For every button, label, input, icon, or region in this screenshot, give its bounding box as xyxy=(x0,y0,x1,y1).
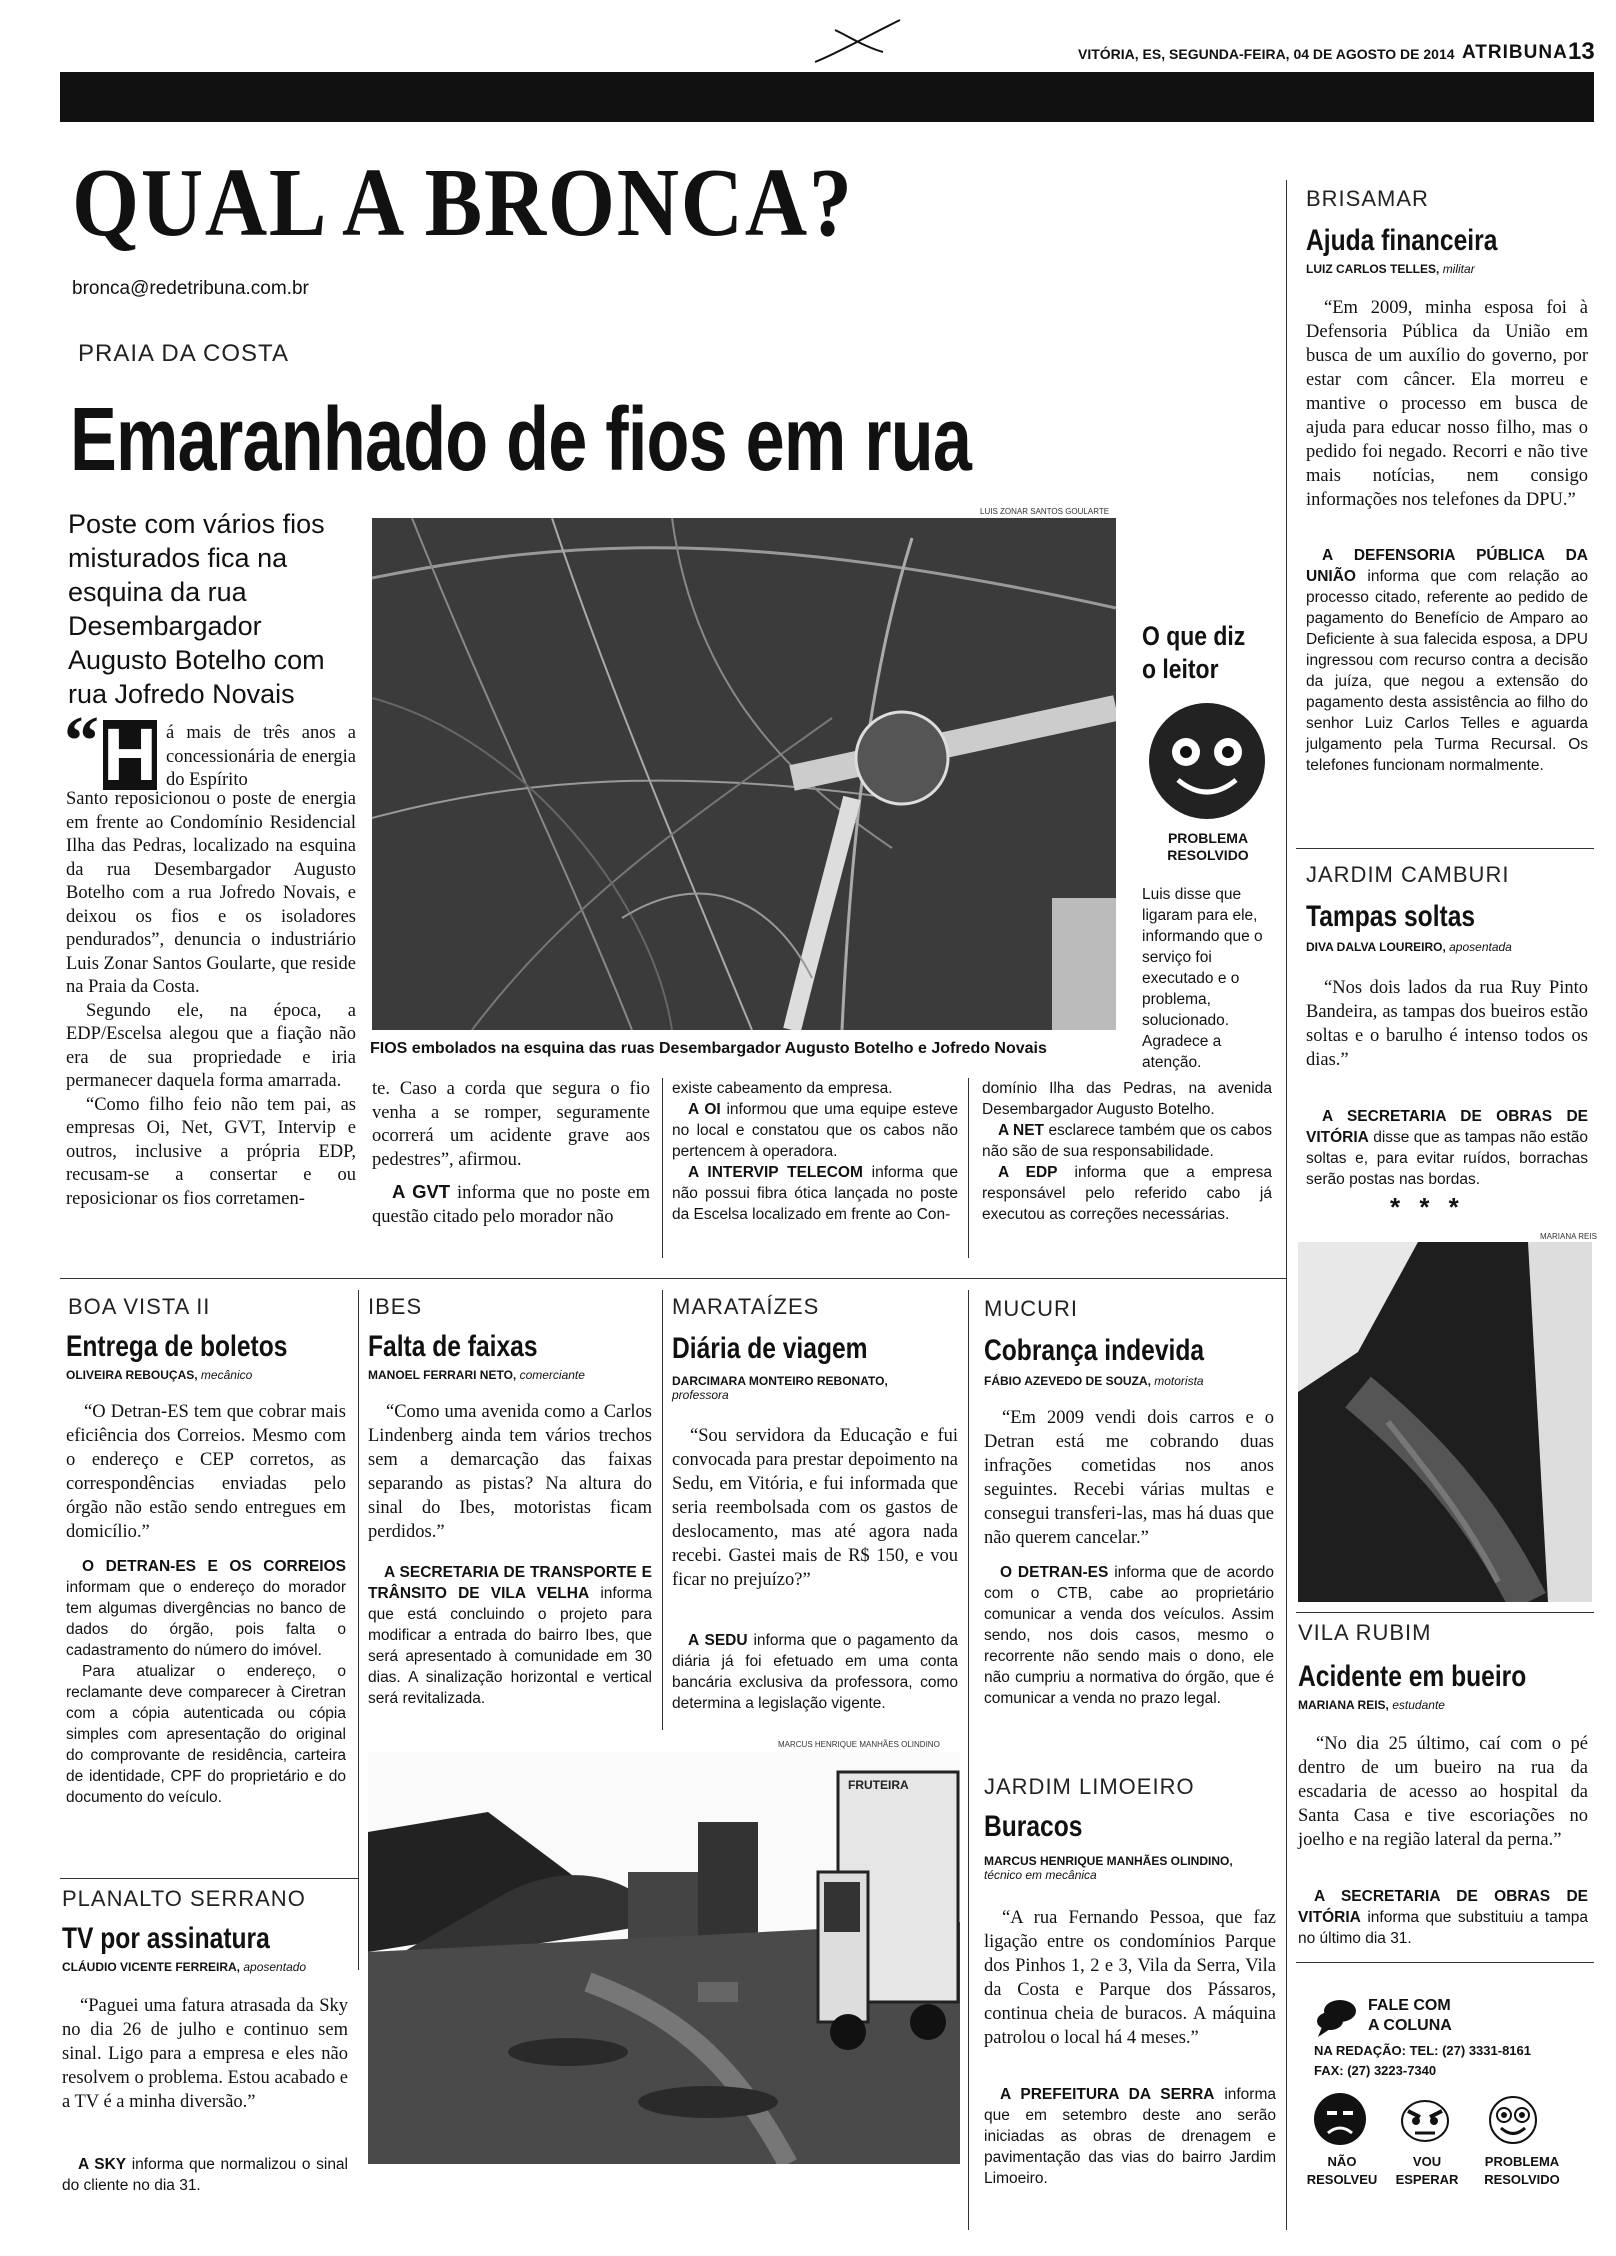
right-column-rule xyxy=(1286,180,1287,2230)
resolved-face-icon xyxy=(1488,2095,1538,2145)
marataizes-section: MARATAÍZES xyxy=(672,1294,820,1319)
camburi-resp: disse que as tampas não estão soltas e, para evitar ruídos, borrachas serão postas nas bordas. xyxy=(1306,1129,1588,1188)
brisamar-quote: “Em 2009, minha esposa foi à Defensoria Pública da União em busca de um auxílio do governo, por estar com câncer. Ela morreu e mantive o processo em busca de ajuda para educar nosso filho, mas o pedido foi negado. Recorri e não tive mais notícias, nem consigo informações nos telefones da DPU.” xyxy=(1306,298,1588,510)
limoeiro-role: técnico em mecânica xyxy=(984,1868,1097,1882)
boavista-resp: informam que o endereço do morador tem algumas divergências no banco de dados do órgão, pois falta o cadastramento do número do imóvel. xyxy=(66,1579,346,1659)
marataizes-role: professora xyxy=(672,1388,729,1402)
marataizes-headline: Diária de viagem xyxy=(672,1332,868,1365)
ibes-author: MANOEL FERRARI NETO, xyxy=(368,1368,517,1382)
limoeiro-response xyxy=(984,2084,1276,2189)
rubim-author: MARIANA REIS, xyxy=(1298,1698,1389,1712)
mucuri-author: FÁBIO AZEVEDO DE SOUZA, xyxy=(984,1374,1151,1388)
reader-box-title: O que diz o leitor xyxy=(1142,621,1246,684)
planalto-quote: “Paguei uma fatura atrasada da Sky no dia 26 de julho e continuo sem sinal. Ligo para a empresa e eles não resolvem o problema. Estou acabado e a TV é a minha diversão.” xyxy=(62,1996,348,2112)
contact-title-1: FALE COM xyxy=(1368,1997,1451,2014)
marataizes-author: DARCIMARA MONTEIRO REBONATO, xyxy=(672,1374,888,1388)
rubim-quote: “No dia 25 último, caí com o pé dentro de um bueiro na rua da escadaria de acesso ao hospital da Santa Casa e tive escoriações no joelho e na região lateral da perna.” xyxy=(1298,1734,1588,1850)
planalto-section: PLANALTO SERRANO xyxy=(62,1886,306,1911)
ibes-resp: informa que está concluindo o projeto para modificar a entrada do bairro Ibes, que será apresentado à comunidade em 30 dias. A sinalização horizontal e vertical será revitalizada. xyxy=(368,1585,653,1707)
boavista-byline xyxy=(66,1368,252,1382)
street-drawing xyxy=(368,1752,960,2164)
planalto-role: aposentado xyxy=(243,1960,307,1974)
main-photo-caption xyxy=(370,1040,1130,1058)
camburi-rule xyxy=(1296,1612,1594,1613)
main-dropcap-quote: “ xyxy=(64,703,99,780)
limoeiro-section: JARDIM LIMOEIRO xyxy=(984,1774,1195,1799)
contact-label: NA REDAÇÃO: xyxy=(1314,2043,1406,2058)
rubim-resp: informa que substituiu a tampa no último dia 31. xyxy=(1298,1909,1588,1947)
newspaper-name: ATRIBUNA xyxy=(1462,42,1568,63)
planalto-response xyxy=(62,2154,348,2196)
caption-text: embolados na esquina das ruas Desembargador Augusto Botelho e Jofredo Novais xyxy=(411,1040,1047,1057)
main-photo-wires xyxy=(372,518,1116,1030)
mucuri-role: motorista xyxy=(1154,1374,1204,1388)
main-headline: Emaranhado de fios em rua xyxy=(70,390,972,490)
mucuri-resp-org: O DETRAN-ES xyxy=(1000,1564,1109,1581)
ibes-resp-org: A SECRETARIA DE TRANSPORTE E TRÂNSITO DE VILA VELHA xyxy=(368,1564,652,1602)
main-c4c-wrap xyxy=(982,1162,1272,1225)
marataizes-resp-org: A SEDU xyxy=(688,1632,748,1649)
rubim-response xyxy=(1298,1886,1588,1949)
contact-phone xyxy=(1314,2043,1531,2058)
main-text-col3 xyxy=(672,1078,958,1225)
marataizes-byline xyxy=(672,1374,962,1402)
ibes-quote: “Como uma avenida como a Carlos Lindenberg ainda tem vários trechos sem a demarcação das faixas separando as pistas? Na altura do sinal do Ibes, motoristas ficam perdidos.” xyxy=(368,1402,652,1542)
camburi-headline: Tampas soltas xyxy=(1306,900,1476,933)
planalto-byline xyxy=(62,1960,306,1974)
main-c2a: te. Caso a corda que segura o fio venha a se romper, seguramente ocorrerá um acidente grave aos pedestres”, afirmou. xyxy=(372,1079,650,1170)
ibes-section: IBES xyxy=(368,1294,423,1319)
camburi-byline xyxy=(1306,940,1512,954)
main-c4b: esclarece também que os cabos não são de sua responsabilidade. xyxy=(982,1122,1272,1160)
bottom-rule-1 xyxy=(358,1290,359,1970)
bueiro-drawing xyxy=(1298,1242,1592,1602)
main-dropcap: H xyxy=(103,713,157,796)
reader-box-status: PROBLEMA RESOLVIDO xyxy=(1167,830,1249,863)
main-c2b: informa que no poste em questão citado pelo morador não xyxy=(372,1183,650,1227)
rubim-resp-org: A SECRETARIA DE OBRAS DE VITÓRIA xyxy=(1298,1888,1588,1926)
limoeiro-headline: Buracos xyxy=(984,1810,1083,1843)
rubim-section: VILA RUBIM xyxy=(1298,1620,1432,1645)
main-c2b-org: A GVT xyxy=(392,1181,451,1202)
marataizes-response xyxy=(672,1630,958,1714)
planalto-resp: informa que normalizou o sinal do cliente no dia 31. xyxy=(62,2156,348,2194)
main-c3a: existe cabeamento da empresa. xyxy=(672,1080,893,1097)
main-bottom-rule xyxy=(60,1278,1286,1279)
speech-bubble-icon xyxy=(1314,1997,1358,2037)
main-c3b-wrap xyxy=(672,1099,958,1162)
brisamar-byline xyxy=(1306,262,1475,276)
camburi-author: DIVA DALVA LOUREIRO, xyxy=(1306,940,1446,954)
column-title: QUAL A BRONCA? xyxy=(72,149,854,257)
page-dateline: VITÓRIA, ES, SEGUNDA-FEIRA, 04 DE AGOSTO DE 2014 xyxy=(1078,46,1455,62)
main-c4b-wrap xyxy=(982,1120,1272,1162)
contact-box xyxy=(1296,1962,1594,2253)
main-c2b-wrap xyxy=(372,1180,650,1229)
contact-fax: FAX: (27) 3223-7340 xyxy=(1314,2063,1437,2078)
column-email: bronca@redetribuna.com.br xyxy=(72,278,309,299)
main-c3b-org: A OI xyxy=(688,1101,721,1118)
main-c3c: informa que não possui fibra ótica lançada no poste da Escelsa localizado em frente ao Con- xyxy=(672,1164,958,1223)
mucuri-quote: “Em 2009 vendi dois carros e o Detran está me cobrando duas infrações cometidas nos anos seguintes. Recebi várias multas e consegui transferi-las, mas há duas que não querem cancelar.” xyxy=(984,1408,1274,1548)
brisamar-headline: Ajuda financeira xyxy=(1306,224,1498,257)
main-photo-credit: LUIS ZONAR SANTOS GOULARTE xyxy=(980,507,1110,516)
resolved-smiley-icon xyxy=(1146,700,1268,822)
ibes-byline xyxy=(368,1368,585,1382)
top-black-bar xyxy=(60,72,1594,122)
planalto-resp-org: A SKY xyxy=(78,2156,127,2173)
brisamar-author: LUIZ CARLOS TELLES, xyxy=(1306,262,1440,276)
street-photo xyxy=(368,1752,960,2164)
bottom-rule-3 xyxy=(968,1290,969,2230)
brisamar-resp-org: A DEFENSORIA PÚBLICA DA UNIÃO xyxy=(1306,547,1588,585)
main-deck: Poste com vários fios misturados fica na esquina da rua Desembargador Augusto Botelho com rua Jofredo Novais xyxy=(68,509,325,709)
brisamar-response xyxy=(1306,545,1588,776)
mucuri-response xyxy=(984,1562,1274,1709)
ibes-role: comerciante xyxy=(519,1368,585,1382)
wires-drawing xyxy=(372,518,1116,1030)
camburi-resp-org: A SECRETARIA DE OBRAS DE VITÓRIA xyxy=(1306,1108,1588,1146)
boavista-rule xyxy=(60,1878,358,1879)
boavista-response xyxy=(66,1556,346,1808)
legend-will-wait: VOU ESPERAR xyxy=(1395,2154,1459,2187)
brisamar-rule xyxy=(1296,848,1594,849)
handwritten-x-mark xyxy=(805,12,905,72)
marataizes-resp: informa que o pagamento da diária já foi efetuado em uma conta bancária exclusiva da professora, como determina a legislação vigente. xyxy=(672,1632,958,1712)
camburi-photo xyxy=(1298,1242,1592,1602)
col-rule-1 xyxy=(662,1078,663,1258)
main-c3b: informou que uma equipe esteve no local e constatou que os cabos não pertencem à operadora. xyxy=(672,1101,958,1160)
not-resolved-face-icon xyxy=(1312,2091,1368,2147)
camburi-quote: “Nos dois lados da rua Ruy Pinto Bandeira, as tampas dos bueiros estão soltas e o barulho é intenso todos os dias.” xyxy=(1306,978,1588,1070)
mucuri-section: MUCURI xyxy=(984,1296,1078,1321)
main-c3c-org: A INTERVIP TELECOM xyxy=(688,1164,863,1181)
main-p2: Segundo ele, na época, a EDP/Escelsa alegou que a fiação não era de sua propriedade e iria permanecer daquela forma amarrada. xyxy=(66,1000,356,1091)
brisamar-section: BRISAMAR xyxy=(1306,186,1429,211)
main-text-col2 xyxy=(372,1078,650,1229)
boavista-quote: “O Detran-ES tem que cobrar mais eficiência dos Correios. Mesmo com o endereço e CEP corretos, as correspondências enviadas pelo órgão não estão sendo entregues em domicílio.” xyxy=(66,1402,346,1542)
main-text-col4 xyxy=(982,1078,1272,1225)
camburi-section: JARDIM CAMBURI xyxy=(1306,862,1510,887)
brisamar-role: militar xyxy=(1442,262,1475,276)
planalto-author: CLÁUDIO VICENTE FERREIRA, xyxy=(62,1960,241,1974)
bottom-rule-2 xyxy=(662,1290,663,1730)
rubim-role: estudante xyxy=(1392,1698,1445,1712)
camburi-role: aposentada xyxy=(1449,940,1512,954)
contact-tel: TEL: (27) 3331-8161 xyxy=(1409,2043,1531,2058)
mucuri-headline: Cobrança indevida xyxy=(984,1334,1205,1367)
main-c3c-wrap xyxy=(672,1162,958,1225)
reader-box-text: Luis disse que ligaram para ele, informando que o serviço foi executado e o problema, solucionado. Agradece a atenção. xyxy=(1142,886,1263,1071)
boavista-resp2: Para atualizar o endereço, o reclamante deve comparecer à Ciretran com a cópia autenticada ou cópia simples com apresentação do original do comprovante de residência, carteira de identidade, CPF do proprietário e do documento do veículo. xyxy=(66,1663,346,1806)
boavista-resp-org: O DETRAN-ES E OS CORREIOS xyxy=(82,1558,346,1575)
caption-lead: FIOS xyxy=(370,1040,408,1057)
street-photo-credit: MARCUS HENRIQUE MANHÃES OLINDINO xyxy=(778,1740,940,1749)
brisamar-resp: informa que com relação ao processo citado, referente ao pedido de pagamento do Benefício de Amparo ao Deficiente à sua falecida esposa, a DPU ingressou com recurso contra a decisão da juíza, que negou a extensão do pagamento desta assistência ao filho do senhor Luiz Carlos Telles e aguarda julgamento pela Turma Recursal. Os telefones funcionam normalmente. xyxy=(1306,568,1588,774)
col-rule-2 xyxy=(968,1078,969,1258)
limoeiro-quote: “A rua Fernando Pessoa, que faz ligação entre os condomínios Parque dos Pinhos 1, 2 e 3, Vila da Serra, Vila da Costa e Parque dos Pássaros, continua cheia de buracos. A máquina patrolou o local há 4 meses.” xyxy=(984,1908,1276,2048)
legend-not-resolved: NÃO RESOLVEU xyxy=(1306,2154,1378,2187)
main-p1: Santo reposicionou o poste de energia em frente ao Condomínio Residencial Ilha das Pedras, localizado na esquina da rua Desembargador Augusto Botelho com a rua Jofredo Novais, e deixou os fios e os isoladores pendurados”, denuncia o industriário Luis Zonar Santos Goularte, que reside na Praia da Costa. xyxy=(66,789,356,997)
main-c4b-org: A NET xyxy=(998,1122,1045,1139)
main-c4c-org: A EDP xyxy=(998,1164,1058,1181)
limoeiro-byline xyxy=(984,1854,1280,1882)
page-number: 13 xyxy=(1568,38,1595,65)
boavista-role: mecânico xyxy=(200,1368,253,1382)
boavista-resp-wrap xyxy=(66,1556,346,1661)
camburi-stars: * * * xyxy=(1390,1192,1465,1222)
ibes-response xyxy=(368,1562,652,1709)
rubim-byline xyxy=(1298,1698,1445,1712)
main-text-col1 xyxy=(66,788,356,1211)
will-wait-face-icon xyxy=(1400,2099,1450,2143)
rubim-headline: Acidente em bueiro xyxy=(1298,1660,1527,1693)
camburi-photo-credit: MARIANA REIS xyxy=(1540,1232,1597,1241)
boavista-author: OLIVEIRA REBOUÇAS, xyxy=(66,1368,198,1382)
main-c4a: domínio Ilha das Pedras, na avenida Desembargador Augusto Botelho. xyxy=(982,1080,1272,1118)
ibes-headline: Falta de faixas xyxy=(368,1330,538,1363)
camburi-response xyxy=(1306,1106,1588,1190)
legend-resolved: PROBLEMA RESOLVIDO xyxy=(1484,2154,1560,2187)
main-section-label: PRAIA DA COSTA xyxy=(78,340,289,367)
mucuri-byline xyxy=(984,1374,1204,1388)
main-p3: “Como filho feio não tem pai, as empresas Oi, Net, GVT, Intervip e outros, inclusive a própria EDP, recusam-se a consertar e ou reposicionar os fios corretamen- xyxy=(66,1094,356,1209)
limoeiro-resp-org: A PREFEITURA DA SERRA xyxy=(1000,2086,1215,2103)
mucuri-resp: informa que de acordo com o CTB, cabe ao proprietário comunicar a venda dos veículos. Assim sendo, nos dois casos, mesmo o recorrente não sendo mais o dono, ele não cumpriu a normativa do órgão, que é comunicar a venda no prazo legal. xyxy=(984,1564,1274,1707)
planalto-headline: TV por assinatura xyxy=(62,1922,270,1955)
truck-sign: FRUTEIRA xyxy=(848,1778,909,1792)
main-c4c: informa que a empresa responsável pelo referido cabo já executou as correções necessárias. xyxy=(982,1164,1273,1223)
boavista-section: BOA VISTA II xyxy=(68,1294,211,1319)
contact-title-2: A COLUNA xyxy=(1368,2017,1452,2034)
boavista-headline: Entrega de boletos xyxy=(66,1330,288,1363)
limoeiro-author: MARCUS HENRIQUE MANHÃES OLINDINO, xyxy=(984,1854,1233,1868)
marataizes-quote: “Sou servidora da Educação e fui convocada para prestar depoimento na Sedu, em Vitória, e fui informada que seria reembolsada com os gastos de deslocamento, mas até agora nada recebi. Gastei mais de R$ 150, e vou ficar no prejuízo?” xyxy=(672,1426,958,1590)
limoeiro-resp: informa que em setembro deste ano serão iniciadas as obras de drenagem e pavimentação das vias do bairro Jardim Limoeiro. xyxy=(984,2086,1276,2187)
main-lead: á mais de três anos a concessionária de energia do Espírito xyxy=(166,723,356,790)
